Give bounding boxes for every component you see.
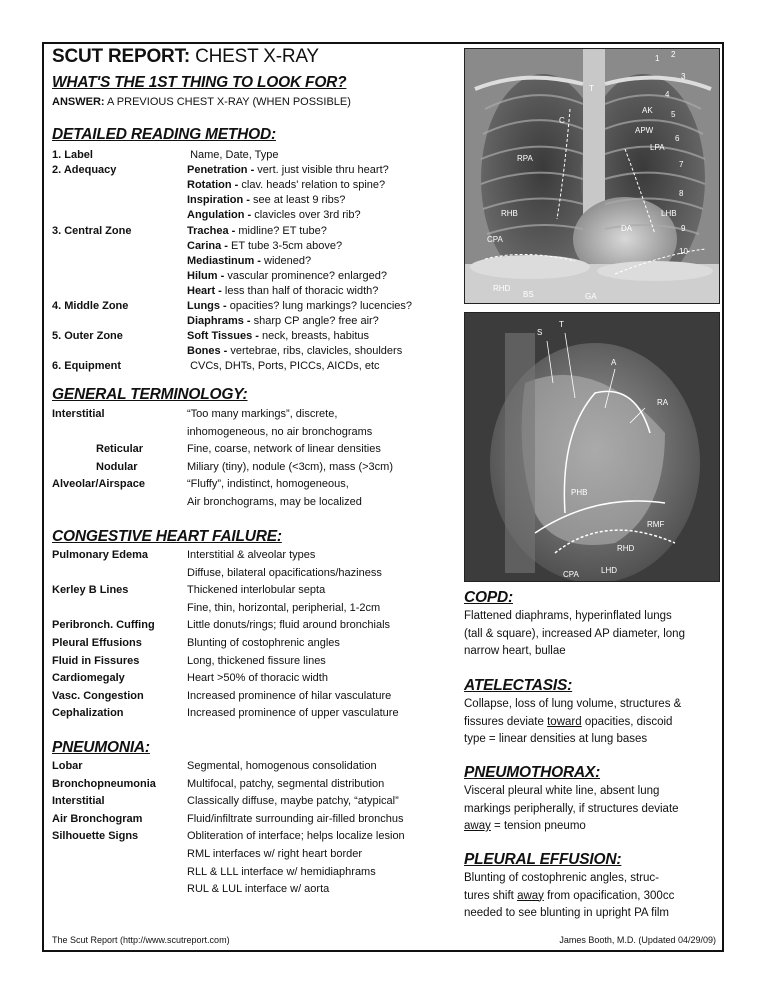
pa-rib-2: 2 [671, 50, 676, 59]
method-step-text: clav. heads' relation to spine? [241, 179, 386, 192]
method-step-key: Rotation - [187, 179, 239, 192]
method-step-text: opacities? lung markings? lucencies? [229, 300, 412, 312]
chf-label: Pulmonary Edema [52, 549, 148, 561]
atelectasis-text [464, 696, 681, 749]
pneumothorax-underlined: away [464, 820, 491, 832]
lat-label-cpa: CPA [563, 570, 579, 579]
method-step-key: Hilum - [187, 269, 225, 282]
chf-row [52, 689, 391, 704]
atelectasis-heading: ATELECTASIS: [464, 677, 573, 694]
pa-label-t: T [589, 84, 594, 93]
answer-text: A PREVIOUS CHEST X-RAY (WHEN POSSIBLE) [107, 96, 351, 108]
method-step-label: 1. Label [52, 149, 93, 161]
pa-chest-xray-image [464, 48, 720, 304]
copd-line: narrow heart, bullae [464, 645, 566, 657]
terminology-text: “Too many markings”, discrete, [187, 408, 338, 420]
pneumothorax-line [464, 818, 679, 836]
terminology-text: “Fluffy”, indistinct, homogeneous, [187, 478, 349, 491]
pa-label-lhb: LHB [661, 209, 677, 218]
chf-label: Vasc. Congestion [52, 689, 144, 702]
terminology-label: Nodular [96, 460, 138, 473]
method-row [52, 344, 462, 359]
pneumothorax-line: Visceral pleural white line, absent lung [464, 785, 660, 797]
chf-label: Cardiomegaly [52, 672, 125, 685]
method-step-key: Lungs - [187, 300, 227, 312]
pa-label-apw: APW [635, 126, 654, 135]
pa-rib-7: 7 [679, 160, 684, 169]
pneumonia-text: RUL & LUL interface w/ aorta [187, 883, 330, 896]
terminology-text: inhomogeneous, no air bronchograms [187, 425, 373, 438]
pa-label-bs: BS [523, 290, 534, 299]
pneumothorax-text-part: = tension pneumo [490, 820, 586, 832]
atelectasis-text-part: fissures deviate [464, 715, 548, 728]
method-step-text: neck, breasts, habitus [262, 330, 370, 343]
method-row [52, 163, 462, 178]
method-row [52, 178, 462, 193]
method-step-key: Soft Tissues - [187, 330, 259, 343]
pa-rib-5: 5 [671, 110, 676, 119]
method-row [52, 254, 462, 269]
chf-row [52, 618, 390, 633]
pa-label-rpa: RPA [517, 154, 533, 163]
effusion-line [464, 888, 674, 906]
terminology-row [52, 425, 372, 440]
method-step-key: Trachea - [187, 224, 236, 237]
pneumonia-row [52, 829, 405, 844]
method-step-text: midline? ET tube? [238, 224, 327, 237]
footer-right: James Booth, M.D. (Updated 04/29/09) [559, 935, 716, 945]
pneumonia-label: Silhouette Signs [52, 830, 139, 843]
atelectasis-line: Collapse, loss of lung volume, structures & [464, 698, 682, 710]
atelectasis-text-part: opacities, discoid [581, 715, 673, 728]
chf-text: Long, thickened fissure lines [187, 654, 326, 667]
terminology-row [52, 495, 362, 510]
method-step-text: less than half of thoracic width? [224, 284, 379, 297]
terminology-text: Air bronchograms, may be localized [187, 496, 362, 508]
pneumonia-row [52, 847, 362, 862]
pa-label-da: DA [621, 224, 633, 233]
effusion-line: Blunting of costophrenic angles, struc- [464, 872, 659, 884]
method-row [52, 269, 462, 284]
pa-label-ak: AK [642, 106, 653, 115]
method-row [52, 284, 462, 299]
terminology-row [52, 442, 381, 457]
page-title [52, 46, 319, 68]
chf-text: Thickened interlobular septa [187, 584, 326, 597]
method-step-label: 4. Middle Zone [52, 300, 129, 312]
pneumonia-row [52, 865, 376, 880]
chf-text: Diffuse, bilateral opacifications/haziness [187, 566, 382, 579]
method-heading: DETAILED READING METHOD: [52, 126, 276, 143]
pa-rib-3: 3 [681, 72, 686, 81]
pneumonia-row [52, 794, 399, 809]
copd-line: Flattened diaphrams, hyperinflated lungs [464, 610, 672, 622]
title-rest: CHEST X-RAY [195, 46, 319, 67]
method-step-label: 5. Outer Zone [52, 330, 123, 343]
terminology-row [52, 460, 393, 475]
method-step-text: vert. just visible thru heart? [257, 164, 389, 177]
chf-row [52, 548, 315, 563]
chf-text: Heart >50% of thoracic width [187, 672, 328, 685]
terminology-text: Miliary (tiny), nodule (<3cm), mass (>3cm) [187, 460, 393, 473]
pneumonia-row [52, 882, 329, 897]
method-row [52, 239, 462, 254]
method-step-text: vertebrae, ribs, clavicles, shoulders [230, 345, 403, 358]
pa-rib-1: 1 [655, 54, 660, 63]
effusion-underlined: away [517, 889, 544, 902]
terminology-label: Reticular [96, 443, 144, 456]
method-step-key: Heart - [187, 284, 222, 297]
pneumonia-text: Classically diffuse, maybe patchy, “atypical” [187, 795, 399, 808]
chf-text: Blunting of costophrenic angles [187, 637, 340, 649]
chf-label: Pleural Effusions [52, 637, 142, 649]
lat-label-a: A [611, 358, 617, 367]
pa-label-rhd: RHD [493, 284, 511, 293]
pneumonia-row [52, 777, 384, 792]
pneumonia-text: Multifocal, patchy, segmental distribution [187, 777, 385, 790]
method-step-label: 6. Equipment [52, 360, 122, 373]
pneumothorax-text [464, 783, 679, 836]
terminology-row [52, 407, 337, 422]
pa-rib-6: 6 [675, 134, 680, 143]
method-step-text: vascular prominence? enlarged? [227, 269, 387, 282]
pa-rib-10: 10 [679, 247, 688, 256]
method-step-text: CVCs, DHTs, Ports, PICCs, AICDs, etc [190, 360, 380, 373]
terminology-label: Alveolar/Airspace [52, 478, 145, 491]
lateral-chest-xray-image [464, 312, 720, 582]
method-step-text: clavicles over 3rd rib? [254, 209, 361, 222]
pa-label-cpa: CPA [487, 235, 503, 244]
chf-label: Fluid in Fissures [52, 654, 140, 667]
method-row [52, 193, 462, 208]
lat-label-t: T [559, 320, 564, 329]
effusion-text-part: tures shift [464, 889, 518, 902]
chf-text: Fine, thin, horizontal, peripherial, 1-2cm [187, 601, 381, 614]
pa-label-rhb: RHB [501, 209, 518, 218]
pneumonia-label: Interstitial [52, 795, 105, 808]
lat-label-rmf: RMF [647, 520, 665, 529]
pa-label-c: C [559, 116, 565, 125]
chf-row [52, 654, 326, 669]
chf-row [52, 566, 382, 581]
method-step-key: Inspiration - [187, 194, 250, 207]
method-row [52, 148, 462, 163]
effusion-heading: PLEURAL EFFUSION: [464, 851, 622, 868]
effusion-text [464, 870, 674, 923]
pneumonia-text: Segmental, homogenous consolidation [187, 760, 377, 772]
copd-heading: COPD: [464, 589, 513, 606]
chf-label: Peribronch. Cuffing [52, 619, 155, 632]
method-step-label: 3. Central Zone [52, 224, 132, 237]
method-step-text: see at least 9 ribs? [253, 194, 346, 207]
method-step-text: widened? [264, 254, 312, 267]
method-step-key: Mediastinum - [187, 254, 261, 267]
pneumonia-row [52, 759, 377, 774]
lat-label-rhd: RHD [617, 544, 635, 553]
atelectasis-line: type = linear densities at lung bases [464, 733, 648, 745]
pneumothorax-heading: PNEUMOTHORAX: [464, 764, 601, 781]
pa-label-lpa: LPA [650, 143, 665, 152]
chf-row [52, 583, 325, 598]
footer-left: The Scut Report (http://www.scutreport.com) [52, 935, 230, 945]
chf-row [52, 706, 399, 721]
pneumothorax-line: markings peripherally, if structures deviate [464, 802, 679, 815]
pa-rib-9: 9 [681, 224, 686, 233]
method-row [52, 299, 462, 314]
method-step-key: Penetration - [187, 164, 255, 177]
method-step-text: Name, Date, Type [190, 149, 279, 161]
chf-row [52, 671, 328, 686]
chf-label: Kerley B Lines [52, 584, 129, 597]
chf-heading: CONGESTIVE HEART FAILURE: [52, 528, 282, 545]
method-row [52, 224, 462, 239]
lat-label-s: S [537, 328, 543, 337]
method-step-label: 2. Adequacy [52, 164, 117, 177]
lat-label-lhd: LHD [601, 566, 618, 575]
chf-text: Little donuts/rings; fluid around bronchials [187, 619, 391, 632]
method-row [52, 314, 462, 329]
chf-text: Interstitial & alveolar types [187, 549, 316, 561]
chf-text: Increased prominence of hilar vasculature [187, 689, 392, 702]
pneumonia-text: Fluid/infiltrate surrounding air-filled bronchus [187, 812, 404, 825]
lat-label-ra: RA [657, 398, 669, 407]
copd-text [464, 608, 685, 661]
effusion-line: needed to see blunting in upright PA film [464, 907, 670, 919]
pneumonia-text: RLL & LLL interface w/ hemidiaphrams [187, 865, 376, 878]
pneumonia-text: RML interfaces w/ right heart border [187, 848, 363, 860]
pneumonia-row [52, 812, 403, 827]
method-row [52, 208, 462, 223]
answer-line [52, 96, 351, 108]
title-bold: SCUT REPORT: [52, 46, 190, 67]
pneumonia-label: Bronchopneumonia [52, 777, 156, 790]
effusion-text-part: from opacification, 300cc [543, 889, 675, 902]
method-step-key: Angulation - [187, 209, 252, 222]
terminology-heading: GENERAL TERMINOLOGY: [52, 386, 248, 403]
pneumonia-label: Air Bronchogram [52, 812, 143, 825]
method-row [52, 329, 462, 344]
method-step-text: ET tube 3-5cm above? [231, 239, 343, 252]
chf-text: Increased prominence of upper vasculature [187, 707, 399, 720]
terminology-row [52, 477, 349, 492]
pneumonia-text: Obliteration of interface; helps localize lesion [187, 830, 405, 843]
lat-label-phb: PHB [571, 488, 588, 497]
pa-label-ga: GA [585, 292, 597, 301]
terminology-text: Fine, coarse, network of linear densities [187, 443, 381, 456]
chf-row [52, 601, 380, 616]
method-step-text: sharp CP angle? free air? [253, 315, 379, 328]
method-step-key: Diaphrams - [187, 315, 251, 328]
pneumonia-label: Lobar [52, 760, 83, 772]
method-step-key: Bones - [187, 345, 228, 358]
chf-label: Cephalization [52, 707, 124, 720]
atelectasis-line [464, 714, 681, 732]
pneumonia-heading: PNEUMONIA: [52, 739, 150, 756]
terminology-label: Interstitial [52, 408, 105, 420]
atelectasis-underlined: toward [547, 715, 582, 728]
pa-rib-4: 4 [665, 90, 670, 99]
method-row [52, 359, 462, 374]
answer-label: ANSWER: [52, 96, 105, 108]
first-thing-heading: WHAT'S THE 1ST THING TO LOOK FOR? [52, 74, 347, 91]
method-step-key: Carina - [187, 239, 228, 252]
pa-rib-8: 8 [679, 189, 684, 198]
chf-row [52, 636, 340, 651]
copd-line: (tall & square), increased AP diameter, long [464, 627, 685, 640]
